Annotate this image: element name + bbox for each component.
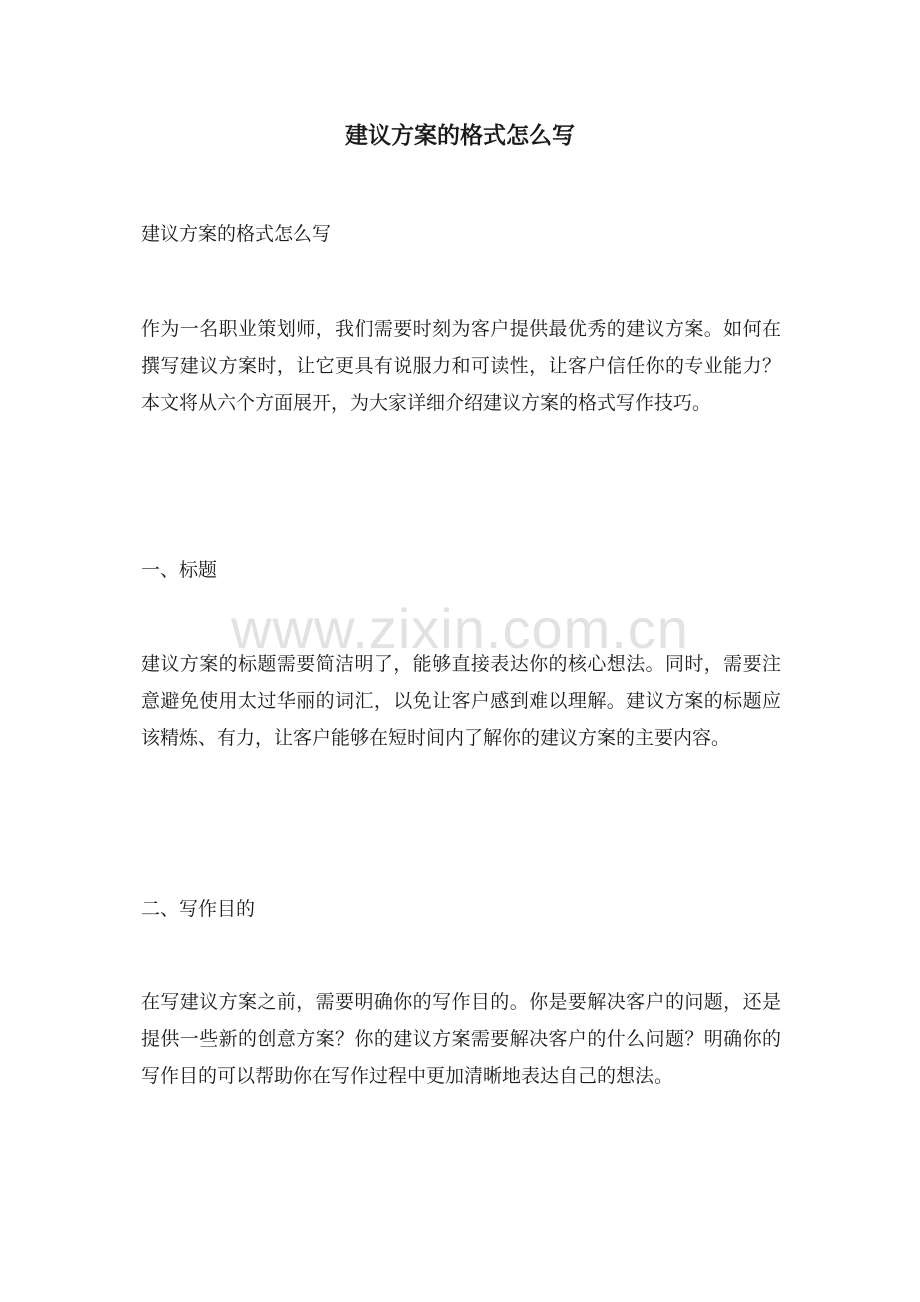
section-heading-purpose: 二、写作目的 (141, 898, 256, 920)
intro-paragraph: 作为一名职业策划师，我们需要时刻为客户提供最优秀的建议方案。如何在撰写建议方案时，让它更具有说服力和可读性，让客户信任你的专业能力？本文将从六个方面展开，为大家详细介绍建议方案的格式写作技巧。 (141, 318, 781, 414)
document-title: 建议方案的格式怎么写 (345, 122, 575, 149)
section-body-purpose: 在写建议方案之前，需要明确你的写作目的。你是要解决客户的问题，还是提供一些新的创意方案？你的建议方案需要解决客户的什么问题？明确你的写作目的可以帮助你在写作过程中更加清晰地表达自己的想法。 (141, 991, 781, 1087)
watermark: www.zixin.com.cn (231, 597, 689, 660)
section-heading-title: 一、标题 (141, 559, 218, 581)
section-body-title: 建议方案的标题需要简洁明了，能够直接表达你的核心想法。同时，需要注意避免使用太过华丽的词汇，以免让客户感到难以理解。建议方案的标题应该精炼、有力，让客户能够在短时间内了解你的建议方案的主要内容。 (141, 653, 781, 749)
document-subtitle: 建议方案的格式怎么写 (141, 223, 332, 245)
